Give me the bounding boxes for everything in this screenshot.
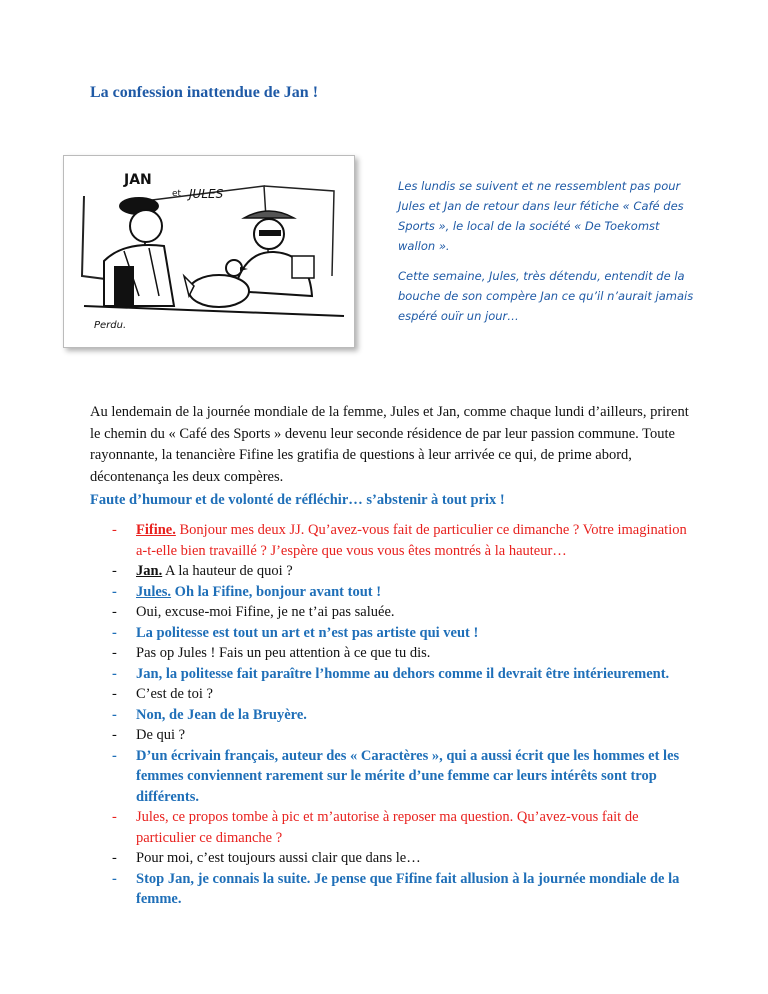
dialogue-line: - D’un écrivain français, auteur des « Caractères », qui a aussi écrit que les hommes et les femmes conviennent rarement sur le mérite d’une femme car leurs intérêts sont trop différents. (112, 747, 680, 805)
dialogue-text: A la hauteur de quoi ? (162, 563, 293, 579)
speaker-name: Jan. (136, 563, 163, 579)
intro-paragraph-2: Cette semaine, Jules, très détendu, entendit de la bouche de son compère Jan ce qu’il n’aurait jamais espéré ouïr un jour… (398, 269, 694, 323)
dialogue-text: Stop Jan, je connais la suite. Je pense que Fifine fait allusion à la journée mondiale de la femme. (136, 870, 680, 907)
dialogue-line: - C’est de toi ? (112, 686, 213, 702)
dialogue-line: - Oui, excuse-moi Fifine, je ne t’ai pas saluée. (112, 604, 395, 620)
dialogue-text: D’un écrivain français, auteur des « Caractères », qui a aussi écrit que les hommes et les femmes conviennent rarement sur le mérite d’une femme car leurs intérêts sont trop différents. (136, 747, 680, 805)
dialogue-line: - Non, de Jean de la Bruyère. (112, 706, 307, 723)
dialogue-line: - Jules. Oh la Fifine, bonjour avant tout ! (112, 583, 382, 600)
label-jules: JULES (189, 187, 224, 201)
dialogue-list (112, 520, 692, 910)
dialogue-text: Oh la Fifine, bonjour avant tout ! (171, 583, 382, 600)
section-title: Faute d’humour et de volonté de réfléchir… s’abstenir à tout prix ! (90, 492, 505, 508)
speaker-name: Jules. (136, 583, 172, 600)
dialogue-text: C’est de toi ? (136, 686, 213, 702)
dialogue-text: Pour moi, c’est toujours aussi clair que dans le… (136, 850, 421, 866)
label-et: et (172, 189, 182, 199)
intro-paragraph-1: Les lundis se suivent et ne ressemblent pas pour Jules et Jan de retour dans leur fétiche « Café des Sports », le local de la société « De Toekomst wallon ». (398, 179, 684, 253)
cartoon-drawing (64, 156, 354, 347)
dialogue-text: Pas op Jules ! Fais un peu attention à ce que tu dis. (136, 645, 431, 661)
page-title: La confession inattendue de Jan ! (90, 84, 319, 101)
dialogue-text: Non, de Jean de la Bruyère. (136, 706, 307, 723)
dialogue-line: - Jules, ce propos tombe à pic et m’autorise à reposer ma question. Qu’avez-vous fait de particulier ce dimanche ? (112, 809, 639, 846)
dialogue-line: - Fifine. Bonjour mes deux JJ. Qu’avez-vous fait de particulier ce dimanche ? Votre imagination a-t-elle bien travaillé ? J’espère que vous vous êtes montrés à la hauteur… (112, 522, 687, 559)
dialogue-line: - La politesse est tout un art et n’est pas artiste qui veut ! (112, 624, 479, 641)
dialogue-line: - Jan. A la hauteur de quoi ? (112, 563, 293, 579)
speaker-name: Fifine. (136, 522, 176, 538)
dialogue-text: De qui ? (136, 727, 186, 743)
cartoon-illustration (63, 155, 355, 348)
dialogue-line: - Pour moi, c’est toujours aussi clair que dans le… (112, 850, 421, 866)
body-paragraph: Au lendemain de la journée mondiale de la femme, Jules et Jan, comme chaque lundi d’ailleurs, prirent le chemin du « Café des Sports » devenu leur seconde résidence de par leur passion commune. Toute rayonnante, la tenancière Fifine les gratifia de questions à leur arrivée ce qui, de prime abord, décontenança les deux compères. (90, 404, 689, 485)
dialogue-line: - Pas op Jules ! Fais un peu attention à ce que tu dis. (112, 645, 431, 661)
dialogue-text: La politesse est tout un art et n’est pas artiste qui veut ! (136, 624, 479, 641)
dialogue-text: Jules, ce propos tombe à pic et m’autorise à reposer ma question. Qu’avez-vous fait de particulier ce dimanche ? (136, 809, 639, 846)
intro-text (398, 176, 698, 336)
cartoon-signature: Perdu. (94, 320, 127, 331)
dialogue-line: - Stop Jan, je connais la suite. Je pense que Fifine fait allusion à la journée mondiale de la femme. (112, 870, 680, 907)
dialogue-line: - Jan, la politesse fait paraître l’homme au dehors comme il devrait être intérieurement. (112, 665, 670, 682)
dialogue-text: Oui, excuse-moi Fifine, je ne t’ai pas saluée. (136, 604, 395, 620)
dialogue-text: Bonjour mes deux JJ. Qu’avez-vous fait de particulier ce dimanche ? Votre imagination a-t-elle bien travaillé ? J’espère que vous vous êtes montrés à la hauteur… (136, 522, 687, 559)
dialogue-text: Jan, la politesse fait paraître l’homme au dehors comme il devrait être intérieurement. (136, 665, 670, 682)
dialogue-line: - De qui ? (112, 727, 186, 743)
label-jan: JAN (124, 172, 152, 188)
